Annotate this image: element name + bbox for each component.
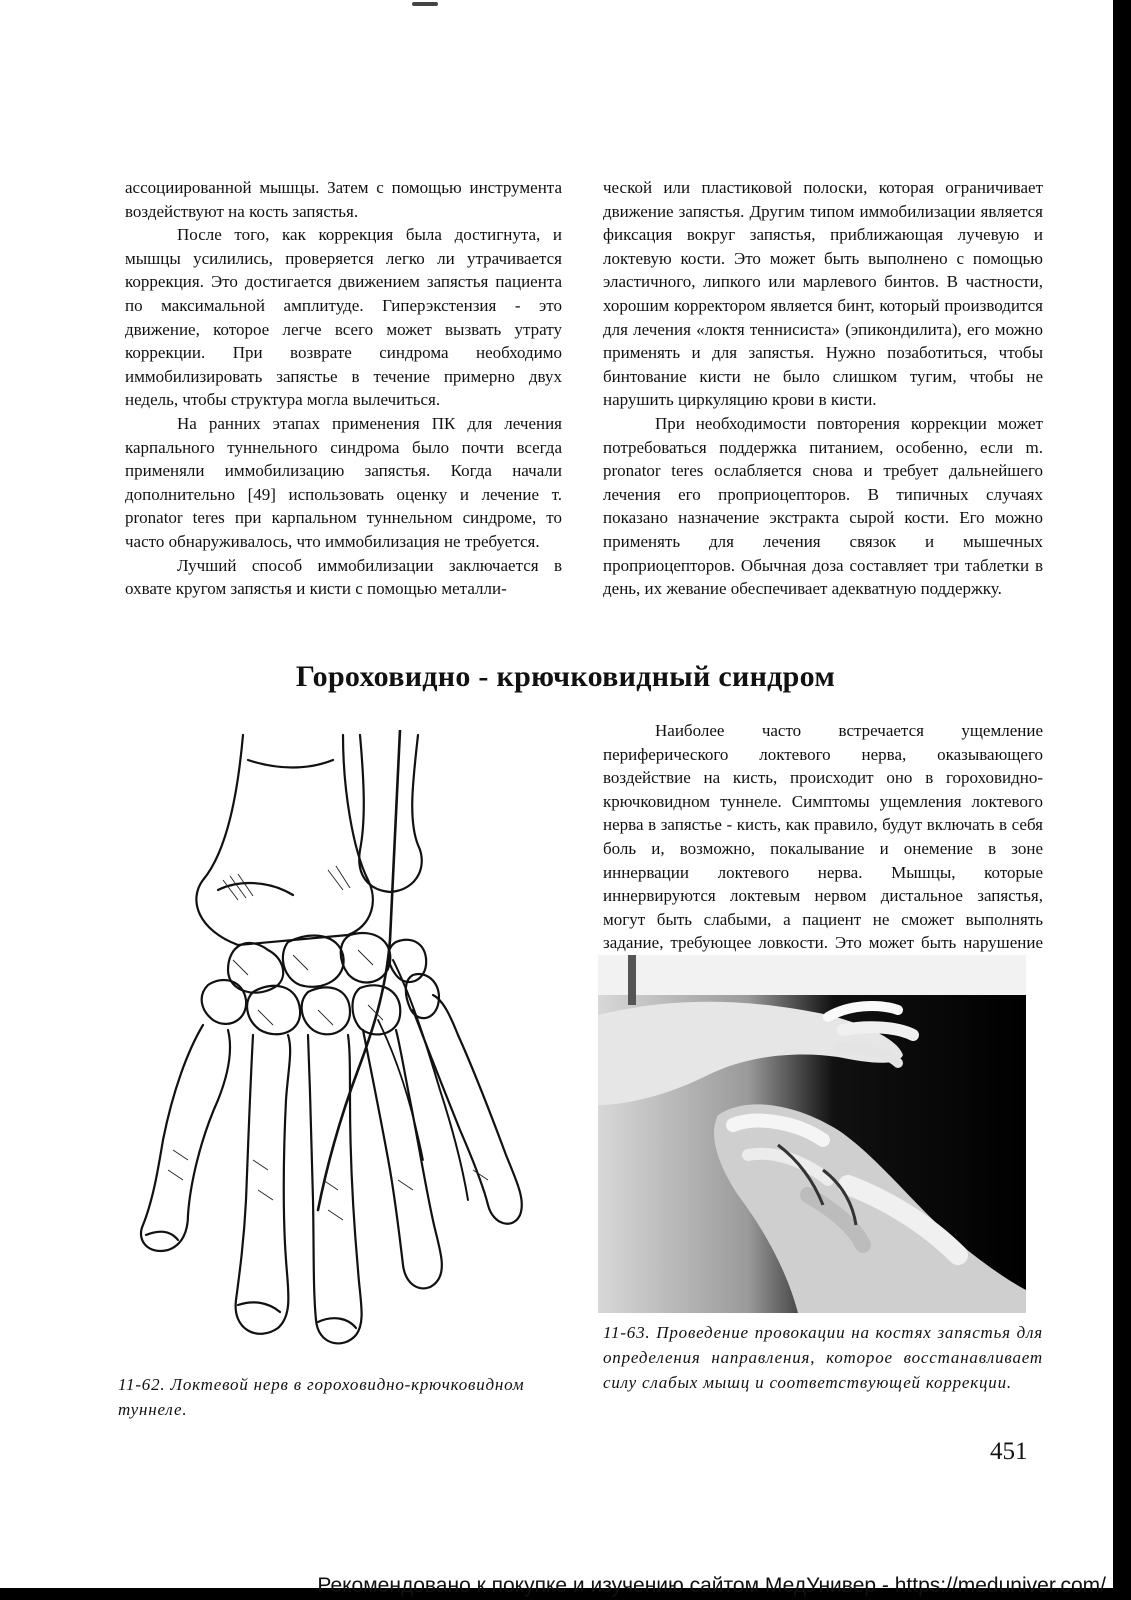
paragraph: Лучший способ иммобилизации заключается в охвате кругом запястья и кисти с помощью металли- — [125, 555, 562, 599]
footer-link-text[interactable]: Рекомендовано к покупке и изучению сайтом МедУнивер - https://meduniver.com/ — [317, 1574, 1106, 1597]
section-heading: Гороховидно - крючковидный синдром — [295, 660, 836, 693]
scan-edge-right — [1113, 0, 1131, 1600]
figure-right-caption: 11-63. Проведение провокации на костях запястья для определения направления, которое восстанавливает силу слабых мышц и соответствующей коррекции. — [603, 1323, 1043, 1392]
scan-mark — [412, 2, 438, 6]
page-number: 451 — [990, 1438, 1028, 1465]
figure-left-caption: 11-62. Локтевой нерв в гороховидно-крючковидном туннеле. — [118, 1375, 525, 1419]
right-column-top — [603, 176, 1043, 601]
paragraph: ческой или пластиковой полоски, которая ограничивает движение запястья. Другим типом иммобилизации является фиксация вокруг запястья, приближающая лучевую и локтевую кости. Это может быть выполнено с помощью эластичного, липкого или марлевого бинтов. В частности, хорошим корректором является бинт, который производится для лечения «локтя теннисиста» (эпикондилита), его можно применять и для запястья. Нужно позаботиться, чтобы бинтование кисти не было слишком тугим, чтобы не нарушить циркуляцию крови в кисти. — [603, 178, 1043, 410]
paragraph: На ранних этапах применения ПК для лечения карпального туннельного синдрома было почти всегда применяли иммобилизацию запястья. Когда начали дополнительно [49] использовать оценку и лечение т. pronator teres при карпальном туннельном синдроме, то часто обнаруживалось, что иммобилизация не требуется. — [125, 413, 562, 551]
wrist-anatomy-illustration — [128, 730, 538, 1370]
paragraph: Наиболее часто встречается ущемление периферического локтевого нерва, оказывающего воздействие на кисть, происходит оно в гороховидно-крючковидном туннеле. Симптомы ущемления локтевого нерва в запястье - кисть, как правило, будут включать в себя боль и, возможно, покалывание и онемение в зоне иннервации локтевого нерва. Мышцы, которые иннервируются локтевым нервом дистальное запястья, могут быть слабыми, а пациент не сможет выполнять задание, требующее ловкости. Это может быть нарушение — [603, 721, 1043, 953]
left-column-top — [125, 176, 562, 601]
right-column-section — [603, 719, 1043, 979]
hands-photograph — [598, 955, 1026, 1313]
paragraph: ассоциированной мышцы. Затем с помощью инструмента воздействуют на кость запястья. — [125, 178, 562, 221]
paragraph: После того, как коррекция была достигнута, и мышцы усилились, проверяется легко ли утрачивается коррекция. Это достигается движением запястья пациента по максимальной амплитуде. Гиперэкстензия - это движение, которое легче всего может вызвать утрату коррекции. При возврате синдрома необходимо иммобилизировать запястье в течение примерно двух недель, чтобы структура могла вылечиться. — [125, 225, 562, 410]
paragraph: При необходимости повторения коррекции может потребоваться поддержка питанием, особенно, если m. pronator teres ослабляется снова и требует дальнейшего лечения его проприоцепторов. В типичных случаях показано назначение экстракта сырой кости. Его можно применять для лечения связок и мышечных проприоцепторов. Обычная доза составляет три таблетки в день, их жевание обеспечивает адекватную поддержку. — [603, 413, 1043, 599]
